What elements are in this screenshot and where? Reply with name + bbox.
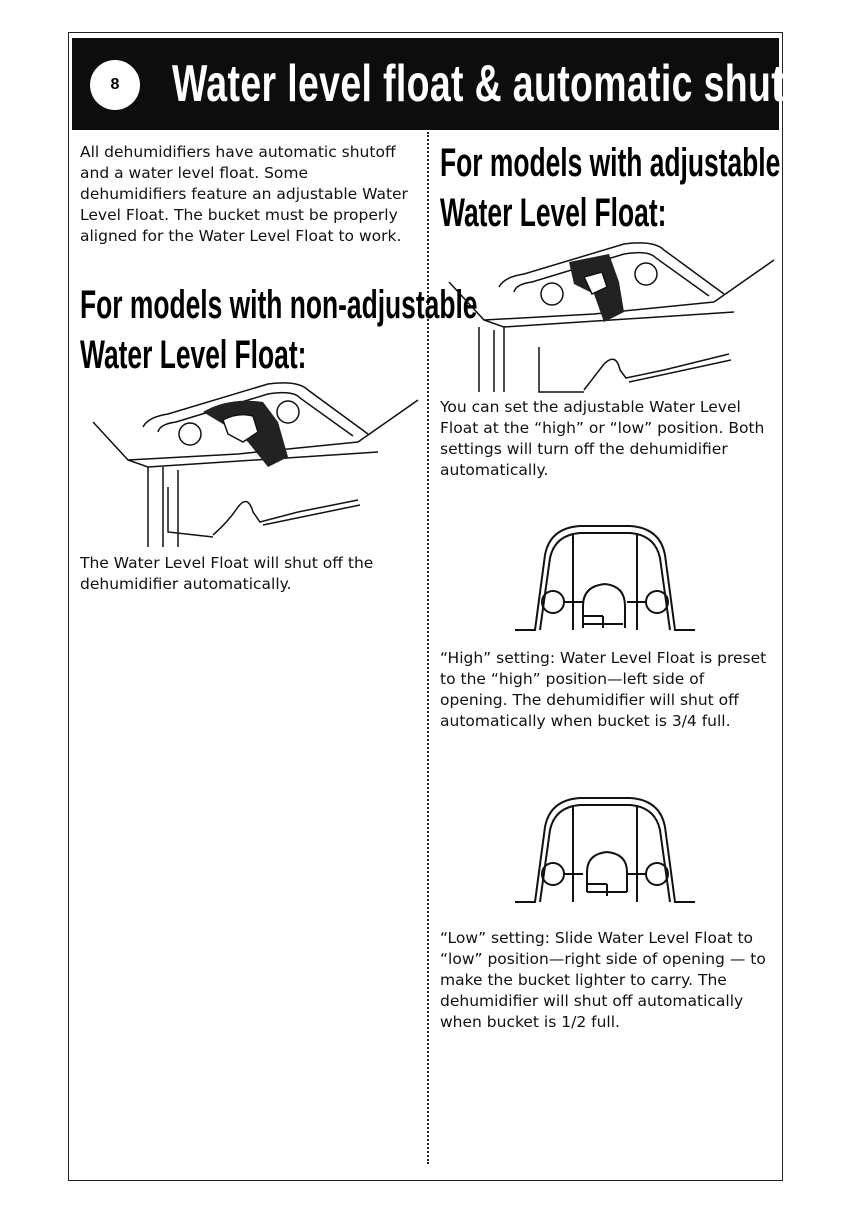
adjustable-float-illustration — [444, 232, 779, 397]
high-setting-text: “High” setting: Water Level Float is preset to the “high” position—left side of opening. The dehumidifier will shut off automatically when bucket is 3/4 full. — [440, 649, 767, 730]
title-banner — [72, 38, 833, 130]
high-setting-diagram — [505, 520, 705, 638]
right-intro-block — [440, 397, 778, 481]
high-setting-block — [440, 648, 775, 732]
page-title: Water level float & automatic shutoff — [172, 55, 833, 113]
left-intro-block — [80, 142, 415, 247]
step-number-badge: 8 — [90, 60, 140, 110]
right-heading-line1: For models with adjustable — [440, 141, 781, 185]
low-setting-diagram — [505, 792, 705, 910]
right-intro-text: You can set the adjustable Water Level Float at the “high” or “low” position. Both settings will turn off the dehumidifier automatically. — [440, 398, 765, 479]
left-caption-text: The Water Level Float will shut off the dehumidifier automatically. — [80, 554, 374, 593]
left-intro-text: All dehumidifiers have automatic shutoff and a water level float. Some dehumidifiers feature an adjustable Water Level Float. The bucket must be properly aligned for the Water Level Float to work. — [80, 143, 408, 245]
low-setting-text: “Low” setting: Slide Water Level Float to “low” position—right side of opening — to make the bucket lighter to carry. The dehumidifier will shut off automatically when bucket is 1/2 full. — [440, 929, 766, 1031]
left-heading-line1: For models with non-adjustable — [80, 283, 478, 327]
left-heading — [80, 280, 478, 380]
low-setting-block — [440, 928, 778, 1033]
right-heading-line2: Water Level Float: — [440, 191, 667, 235]
right-heading — [440, 138, 781, 238]
non-adjustable-float-illustration — [88, 372, 423, 547]
left-caption-block — [80, 553, 415, 595]
left-heading-line2: Water Level Float: — [80, 333, 307, 377]
